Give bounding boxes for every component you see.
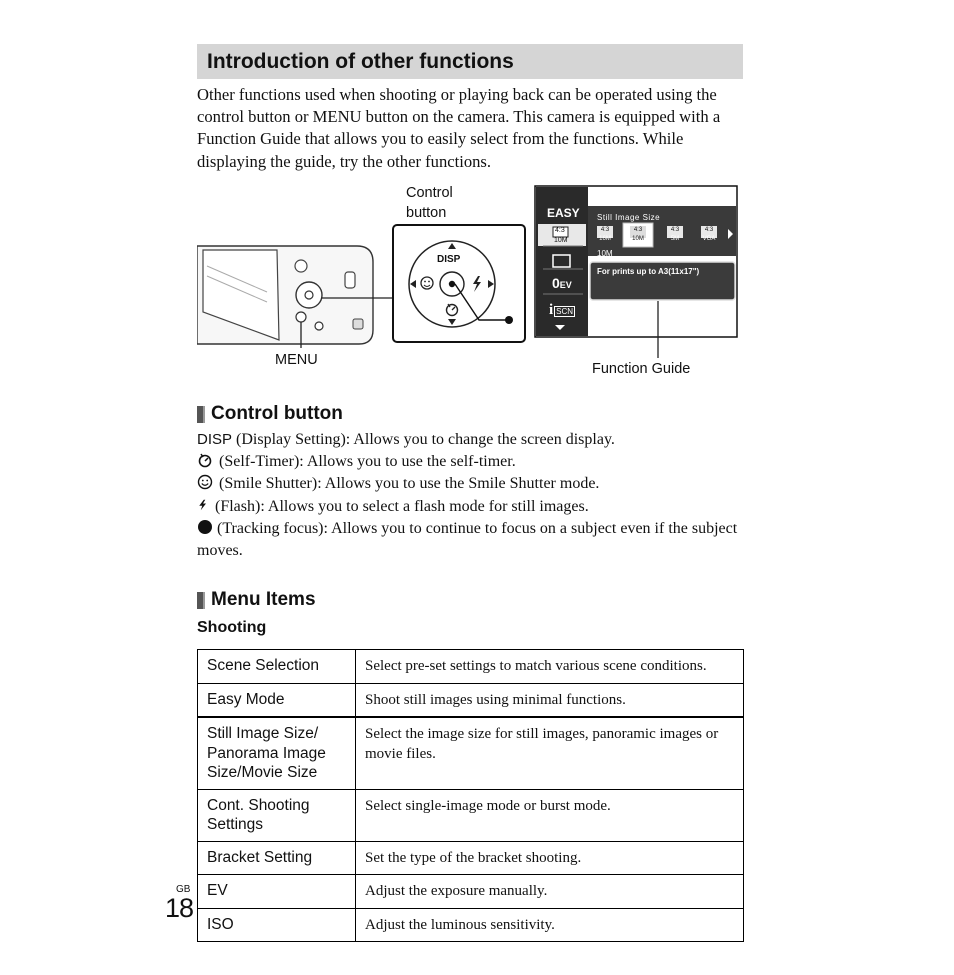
intro-paragraph: Other functions used when shooting or playing back can be operated using the control button or MENU button on the camera. This camera is equipped with a Function Guide that allows you to easily select from the functions. While displaying the guide, try the other functions. — [197, 85, 721, 171]
self-timer-icon — [197, 452, 213, 468]
lcd-size-option-4 — [702, 227, 716, 242]
self-timer-item — [197, 451, 747, 473]
flash-text: (Flash): Allows you to select a flash mode for still images. — [215, 497, 589, 515]
title-bar — [197, 44, 743, 79]
lcd-scn — [549, 301, 575, 319]
control-button-label — [406, 183, 453, 223]
lcd-size-ratio: 4:3 — [633, 227, 643, 233]
smile-icon — [197, 474, 213, 490]
menu-item-desc: Select single-image mode or burst mode. — [356, 789, 744, 841]
menu-item-desc: Adjust the exposure manually. — [356, 875, 744, 909]
shooting-menu-table — [197, 649, 744, 942]
table-row — [198, 841, 744, 875]
table-row — [198, 789, 744, 841]
control-heading-text: Control button — [211, 403, 343, 424]
lcd-still-image-size: Still Image Size — [597, 213, 661, 222]
language-code: GB — [176, 884, 191, 895]
menu-item-desc: Shoot still images using minimal functions. — [356, 683, 744, 717]
lcd-left-ratio: 4:3 — [555, 227, 565, 234]
menu-heading-text: Menu Items — [211, 589, 316, 610]
lcd-size-ratio: 4:3 — [600, 227, 610, 233]
menu-item-desc: Select the image size for still images, panoramic images or movie files. — [356, 717, 744, 789]
lcd-size-option-3 — [668, 227, 682, 242]
control-section-heading — [197, 403, 343, 425]
table-row — [198, 683, 744, 717]
section-marker — [197, 406, 205, 423]
lcd-size-ratio: 4:3 — [704, 227, 714, 233]
lcd-size-ratio: 4:3 — [670, 227, 680, 233]
page-title: Introduction of other functions — [207, 50, 514, 73]
menu-item-desc: Select pre-set settings to match various scene conditions. — [356, 650, 744, 684]
menu-item-name: ISO — [198, 908, 356, 942]
dial-disp-text: DISP — [437, 254, 461, 265]
lcd-scn-i: i — [549, 302, 554, 318]
flash-icon — [197, 497, 209, 513]
table-row — [198, 908, 744, 942]
section-marker — [197, 592, 205, 609]
control-label-line1: Control — [406, 185, 453, 201]
table-row — [198, 650, 744, 684]
tracking-focus-icon — [197, 519, 213, 535]
lcd-size-option-1 — [598, 227, 612, 242]
menu-item-name: Easy Mode — [198, 683, 356, 717]
lcd-easy: EASY — [547, 206, 580, 220]
tracking-item — [197, 518, 747, 562]
flash-item — [197, 496, 747, 518]
table-row — [198, 875, 744, 909]
page-number: 18 — [165, 893, 194, 923]
disp-key: DISP — [197, 431, 233, 448]
lcd-size-option-2 — [631, 227, 645, 242]
table-row — [198, 717, 744, 789]
smile-item — [197, 473, 747, 495]
lcd-size-value: 5M — [670, 236, 680, 242]
menu-label: MENU — [275, 352, 318, 368]
function-guide-label: Function Guide — [592, 361, 691, 377]
lcd-ev — [552, 275, 572, 293]
menu-item-desc: Adjust the luminous sensitivity. — [356, 908, 744, 942]
menu-section-heading — [197, 589, 316, 611]
camera-figure — [197, 180, 747, 390]
self-timer-text: (Self-Timer): Allows you to use the self-timer. — [219, 453, 516, 471]
lcd-scn-text: SCN — [556, 307, 574, 316]
menu-item-desc: Set the type of the bracket shooting. — [356, 841, 744, 875]
smile-text: (Smile Shutter): Allows you to use the Smile Shutter mode. — [219, 475, 600, 493]
menu-item-name: Scene Selection — [198, 650, 356, 684]
lcd-ev-unit: EV — [559, 280, 572, 290]
lcd-size-value: 16M — [599, 236, 611, 242]
disp-text: (Display Setting): Allows you to change the screen display. — [232, 431, 615, 448]
menu-item-name: Still Image Size/ Panorama Image Size/Movie Size — [198, 717, 356, 789]
shooting-subheading: Shooting — [197, 619, 267, 636]
menu-item-name: Bracket Setting — [198, 841, 356, 875]
lcd-guide-text: For prints up to A3(11x17") — [597, 267, 700, 276]
menu-item-name: EV — [198, 875, 356, 909]
lcd-left-size: 10M — [554, 237, 568, 244]
tracking-text: (Tracking focus): Allows you to continue to focus on a subject even if the subject moves. — [197, 519, 738, 560]
disp-item — [197, 429, 747, 451]
lcd-size-value: VGA — [702, 236, 716, 242]
menu-item-name: Cont. Shooting Settings — [198, 789, 356, 841]
lcd-size-value: 10M — [632, 236, 644, 242]
lcd-current-size: 10M — [597, 249, 613, 258]
control-button-list — [197, 429, 747, 562]
control-label-line2: button — [406, 205, 447, 221]
lcd-ev-value: 0 — [552, 275, 560, 291]
